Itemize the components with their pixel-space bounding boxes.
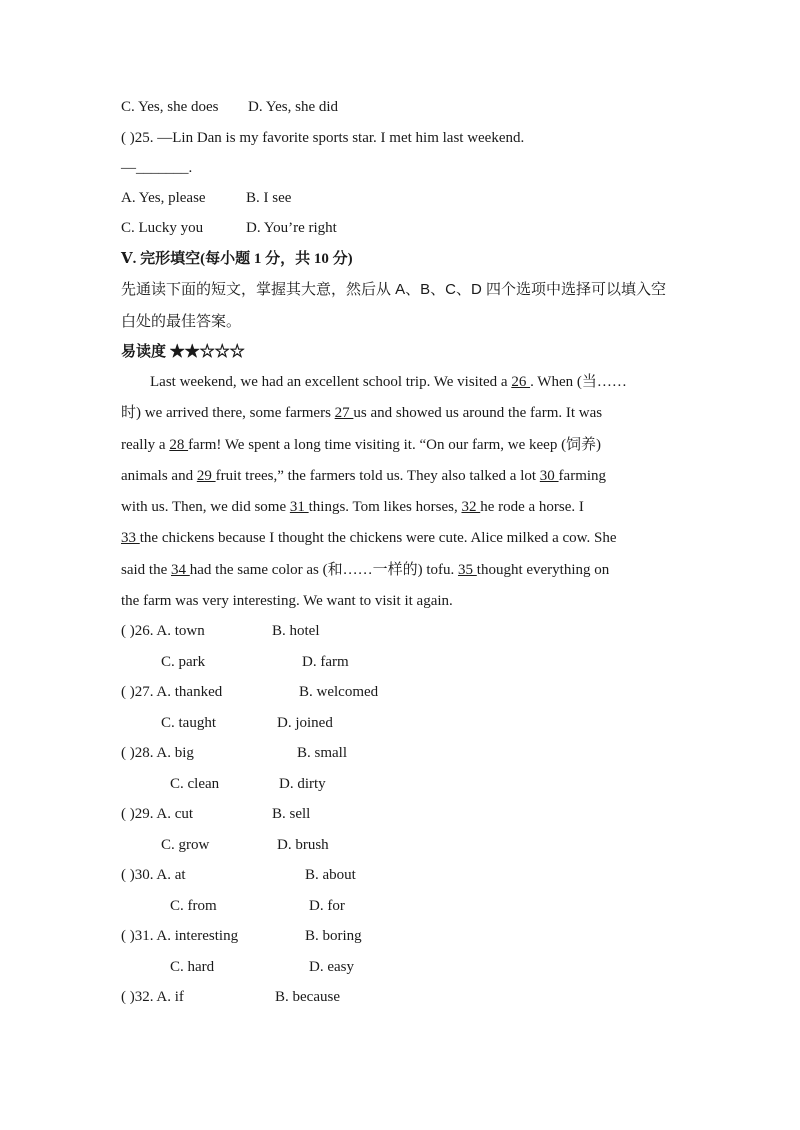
- passage-line-8: the farm was very interesting. We want to visit it again.: [121, 593, 453, 609]
- difficulty-rating: 易读度 ★★☆☆☆: [121, 344, 245, 360]
- q25-reply-blank: —_______.: [121, 160, 193, 176]
- passage-text: really a: [121, 437, 170, 453]
- q29-option-d: D. brush: [277, 837, 329, 853]
- q26-option-b: B. hotel: [272, 623, 320, 639]
- q31-option-c: C. hard: [170, 959, 215, 975]
- passage-text: farming: [558, 468, 607, 484]
- q29-stem: ( )29. A. cut: [121, 806, 194, 822]
- q26-option-d: D. farm: [302, 654, 349, 670]
- passage-line-3: [121, 435, 601, 455]
- blank-32: 32: [461, 499, 481, 515]
- blank-27: 27: [334, 405, 354, 421]
- q28-option-c: C. clean: [170, 776, 220, 792]
- passage-line-1: [150, 372, 627, 392]
- blank-31: 31: [289, 499, 309, 515]
- passage-text: thought everything on: [476, 562, 610, 578]
- q28-stem: ( )28. A. big: [121, 745, 194, 761]
- blank-29: 29: [196, 468, 216, 484]
- passage-text: us and showed us around the farm. It was: [353, 405, 603, 421]
- passage-line-5: [121, 497, 584, 517]
- passage-line-2: [121, 403, 602, 423]
- q30-option-c: C. from: [170, 898, 217, 914]
- passage-text: with us. Then, we did some: [121, 499, 290, 515]
- blank-33: 33: [121, 530, 140, 546]
- q25-option-d: D. You’re right: [246, 220, 337, 236]
- q31-option-b: B. boring: [305, 928, 362, 944]
- passage-text: animals and: [121, 468, 197, 484]
- passage-text: farm! We spent a long time visiting it. “On our farm, we keep (饲养): [188, 437, 602, 453]
- passage-text: . When (当……: [530, 374, 627, 390]
- passage-text: things. Tom likes horses,: [308, 499, 462, 515]
- q28-option-b: B. small: [297, 745, 348, 761]
- q27-option-c: C. taught: [161, 715, 216, 731]
- q30-option-b: B. about: [305, 867, 356, 883]
- q25-stem: ( )25. —Lin Dan is my favorite sports star. I met him last weekend.: [121, 130, 525, 146]
- q26-stem: ( )26. A. town: [121, 623, 205, 639]
- q26-option-c: C. park: [161, 654, 206, 670]
- passage-text: had the same color as (和……一样的) tofu.: [189, 562, 459, 578]
- q25-option-c: C. Lucky you: [121, 220, 204, 236]
- q32-option-b: B. because: [275, 989, 340, 1005]
- q30-option-d: D. for: [309, 898, 345, 914]
- q27-option-b: B. welcomed: [299, 684, 379, 700]
- q30-stem: ( )30. A. at: [121, 867, 186, 883]
- passage-text: said the: [121, 562, 171, 578]
- q31-stem: ( )31. A. interesting: [121, 928, 239, 944]
- passage-text: Last weekend, we had an excellent school trip. We visited a: [150, 374, 512, 390]
- blank-35: 35: [458, 562, 477, 578]
- q29-option-c: C. grow: [161, 837, 210, 853]
- passage-line-4: [121, 466, 606, 486]
- passage-text: he rode a horse. I: [480, 499, 584, 515]
- section-title: Ⅴ. 完形填空(每小题 1 分，共 10 分): [121, 251, 353, 267]
- passage-text: 时) we arrived there, some farmers: [121, 405, 335, 421]
- q27-stem: ( )27. A. thanked: [121, 684, 223, 700]
- q31-option-d: D. easy: [309, 959, 354, 975]
- passage-text: the chickens because I thought the chickens were cute. Alice milked a cow. She: [139, 530, 617, 546]
- q29-option-b: B. sell: [272, 806, 311, 822]
- blank-26: 26: [511, 374, 531, 390]
- blank-30: 30: [539, 468, 559, 484]
- q24-option-c: C. Yes, she does: [121, 99, 219, 115]
- q28-option-d: D. dirty: [279, 776, 326, 792]
- q32-stem: ( )32. A. if: [121, 989, 184, 1005]
- passage-line-7: [121, 560, 609, 580]
- passage-line-6: [121, 528, 617, 548]
- passage-text: fruit trees,” the farmers told us. They also talked a lot: [215, 468, 540, 484]
- q25-option-b: B. I see: [246, 190, 292, 206]
- blank-28: 28: [169, 437, 189, 453]
- blank-34: 34: [171, 562, 190, 578]
- q27-option-d: D. joined: [277, 715, 333, 731]
- section-instruction-line2: 白处的最佳答案。: [121, 313, 242, 330]
- q25-option-a: A. Yes, please: [121, 190, 206, 206]
- q24-option-d: D. Yes, she did: [248, 99, 339, 115]
- section-instruction-line1: 先通读下面的短文，掌握其大意，然后从 A、B、C、D 四个选项中选择可以填入空: [121, 281, 667, 298]
